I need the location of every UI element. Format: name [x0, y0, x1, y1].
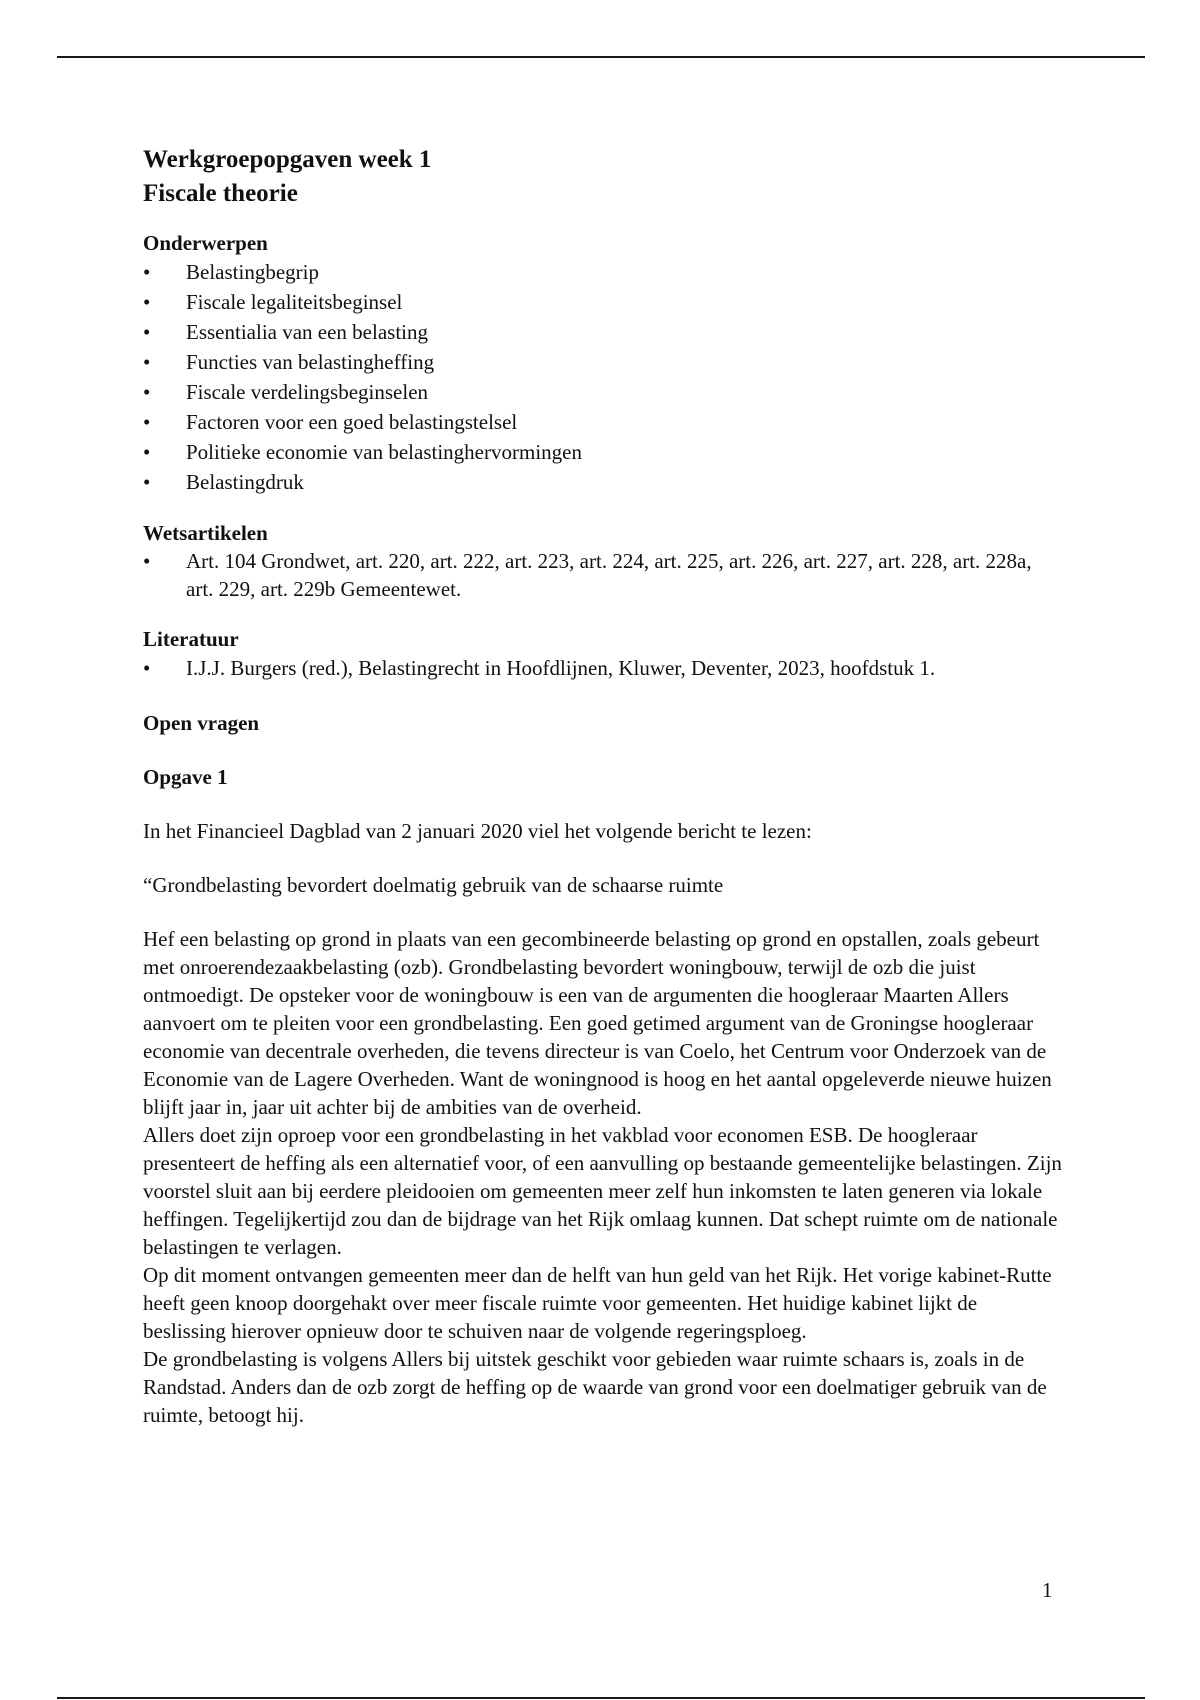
wetsartikelen-heading: Wetsartikelen [143, 521, 268, 545]
list-item: • Art. 104 Grondwet, art. 220, art. 222, art. 223, art. 224, art. 225, art. 226, art. 227, art. 228, art. 228a, art. 229, art. 229b Gemeentewet. [143, 549, 1032, 601]
article-paragraph: Op dit moment ontvangen gemeenten meer dan de helft van hun geld van het Rijk. Het vorige kabinet-Rutte heeft geen knoop doorgehakt over meer fiscale ruimte voor gemeenten. Het huidige kabinet lijkt de beslissing hierover opnieuw door te schuiven naar de volgende regeringsploeg. [143, 1263, 1052, 1343]
opgave-1-heading: Opgave 1 [143, 765, 228, 789]
bullet-icon: • [143, 290, 151, 314]
list-item: • Belastingdruk [143, 467, 1063, 497]
bullet-icon: • [143, 440, 151, 464]
list-item: • Fiscale verdelingsbeginselen [143, 377, 1063, 407]
list-item: • Factoren voor een goed belastingstelsel [143, 407, 1063, 437]
list-item: • Fiscale legaliteitsbeginsel [143, 287, 1063, 317]
wetsartikelen-list [143, 547, 1063, 603]
article-paragraph: Hef een belasting op grond in plaats van een gecombineerde belasting op grond en opstallen, zoals gebeurt met onroerendezaakbelasting (ozb). Grondbelasting bevordert woningbouw, terwijl de ozb die juist ontmoedigt. De opsteker voor de woningbouw is een van de argumenten die hoogleraar Maarten Allers aanvoert om te pleiten voor een grondbelasting. Een goed getimed argument van de Groningse hoogleraar economie van decentrale overheden, die tevens directeur is van Coelo, het Centrum voor Onderzoek van de Economie van de Lagere Overheden. Want de woningnood is hoog en het aantal opgeleverde nieuwe huizen blijft jaar in, jaar uit achter bij de ambities van de overheid. [143, 927, 1052, 1119]
article-paragraph: De grondbelasting is volgens Allers bij uitstek geschikt voor gebieden waar ruimte schaars is, zoals in de Randstad. Anders dan de ozb zorgt de heffing op de waarde van grond voor een doelmatiger gebruik van de ruimte, betoogt hij. [143, 1347, 1047, 1427]
list-item: • Essentialia van een belasting [143, 317, 1063, 347]
page-content [143, 143, 1063, 1429]
title-line-1: Werkgroepopgaven week 1 [143, 146, 432, 173]
list-item: • Functies van belastingheffing [143, 347, 1063, 377]
list-item: • Belastingbegrip [143, 257, 1063, 287]
bullet-icon: • [143, 320, 151, 344]
opgave-1-intro: In het Financieel Dagblad van 2 januari 2020 viel het volgende bericht te lezen: [143, 819, 812, 843]
literatuur-heading: Literatuur [143, 627, 239, 651]
list-item: • I.J.J. Burgers (red.), Belastingrecht in Hoofdlijnen, Kluwer, Deventer, 2023, hoofdstuk 1. [143, 653, 1063, 683]
quote-title: “Grondbelasting bevordert doelmatig gebruik van de schaarse ruimte [143, 873, 724, 897]
onderwerpen-list [143, 257, 1063, 497]
list-item: • Politieke economie van belastinghervormingen [143, 437, 1063, 467]
bullet-icon: • [143, 410, 151, 434]
bullet-icon: • [143, 470, 151, 494]
bullet-icon: • [143, 380, 151, 404]
document-title [143, 143, 1063, 211]
bullet-icon: • [143, 260, 151, 284]
title-line-2: Fiscale theorie [143, 180, 298, 207]
bottom-rule [57, 1697, 1145, 1699]
article-paragraph: Allers doet zijn oproep voor een grondbelasting in het vakblad voor economen ESB. De hoogleraar presenteert de heffing als een alternatief voor, of een aanvulling op bestaande gemeentelijke belastingen. Zijn voorstel sluit aan bij eerdere pleidooien om gemeenten meer zelf hun inkomsten te laten generen via lokale heffingen. Tegelijkertijd zou dan de bijdrage van het Rijk omlaag kunnen. Dat schept ruimte om de nationale belastingen te verlagen. [143, 1123, 1062, 1259]
literatuur-list [143, 653, 1063, 683]
bullet-icon: • [143, 350, 151, 374]
onderwerpen-heading: Onderwerpen [143, 231, 268, 255]
page-number: 1 [1042, 1578, 1053, 1602]
bullet-icon: • [143, 549, 151, 573]
open-vragen-heading: Open vragen [143, 711, 260, 735]
article-body [143, 925, 1063, 1429]
top-rule [57, 56, 1145, 58]
bullet-icon: • [143, 656, 151, 680]
